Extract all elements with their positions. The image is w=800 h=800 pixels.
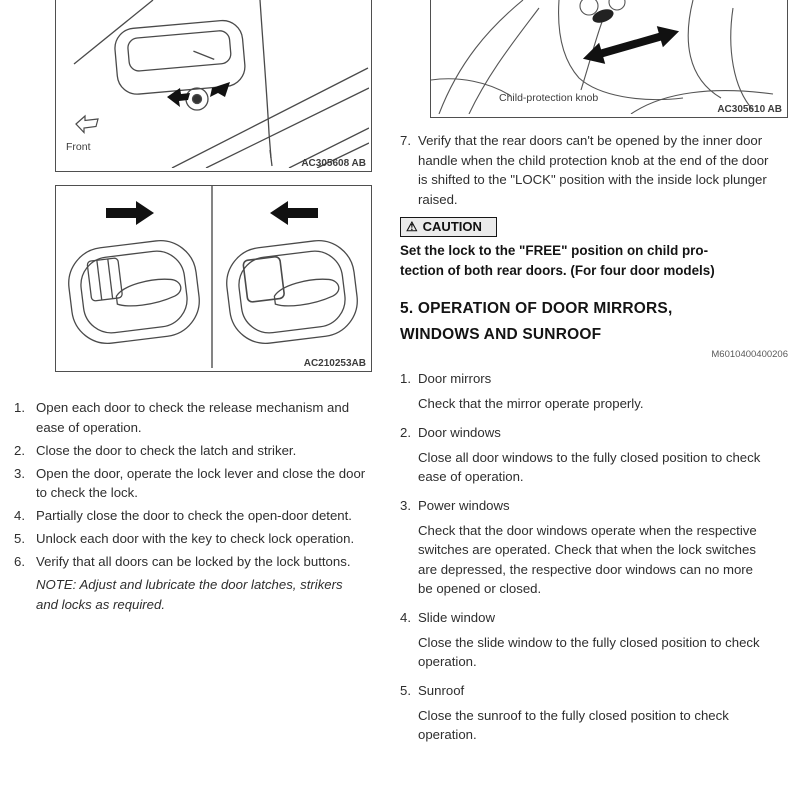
list-item-text: Partially close the door to check the open-door detent. — [36, 508, 352, 523]
list-item-text: Verify that the rear doors can't be opened by the inner door handle when the child protection knob at the end of the door is shifted to the "LOCK" position with the inside lock plunger raised. — [418, 133, 769, 207]
figure-front-label: Front — [66, 141, 91, 153]
list-item-number: 5. — [14, 531, 25, 546]
list-item — [400, 423, 790, 487]
list-item-number: 1. — [400, 371, 411, 386]
list-item-number: 5. — [400, 682, 411, 698]
warning-icon: ⚠ — [406, 218, 418, 234]
handle-lock-position-left — [65, 201, 204, 347]
caution-text-line: Set the lock to the "FREE" position on child pro- — [400, 243, 709, 258]
caution-box — [400, 217, 497, 237]
list-item-description: Close all door windows to the fully closed position to check ease of operation. — [418, 449, 761, 484]
list-item-number: 2. — [400, 424, 411, 440]
child-protection-knob-drawing — [431, 0, 785, 114]
figure-code: AC305610 AB — [717, 104, 782, 115]
list-item-number: 4. — [400, 609, 411, 625]
list-item-label: Door windows — [418, 424, 501, 440]
list-item — [14, 506, 392, 526]
knob-detail — [609, 0, 625, 10]
arrow-icon — [106, 201, 154, 225]
list-item-number: 1. — [14, 400, 25, 415]
list-item-number: 7. — [400, 133, 411, 148]
list-item-text: Verify that all doors can be locked by the lock buttons. — [36, 554, 351, 569]
list-item — [14, 441, 392, 461]
list-item-label: Sunroof — [418, 682, 465, 698]
list-item-number: 2. — [14, 442, 25, 458]
section-heading — [400, 296, 790, 348]
section-heading-line: 5. OPERATION OF DOOR MIRRORS, — [400, 300, 673, 317]
figure-door-outside-handle — [55, 0, 372, 172]
list-item-text: Close the door to check the latch and striker. — [36, 442, 297, 458]
door-gap-line — [260, 0, 271, 158]
figure-child-protection-knob — [430, 0, 788, 118]
list-item-label: Slide window — [418, 609, 495, 625]
list-item-text: Open each door to check the release mechanism and ease of operation. — [36, 400, 350, 435]
list-item — [14, 464, 392, 503]
list-item-description: Check that the door windows operate when the respective switches are operated. Check that when the lock switches are depressed, the respective door windows can no more be opened or closed. — [418, 522, 757, 596]
operation-list — [400, 369, 790, 745]
list-item-text: Open the door, operate the lock lever and close the door to check the lock. — [36, 465, 366, 500]
list-item — [400, 496, 790, 599]
list-item — [400, 681, 790, 745]
caution-label: CAUTION — [422, 219, 482, 234]
slide-direction-arrow-icon — [580, 21, 682, 70]
list-item-label: Power windows — [418, 497, 510, 513]
list-item-number: 3. — [14, 465, 25, 481]
list-item-label: Door mirrors — [418, 371, 492, 386]
list-item — [14, 529, 392, 549]
body-crease-line — [74, 0, 153, 64]
note-text: NOTE: Adjust and lubricate the door latches, strikers and locks as required. — [36, 577, 343, 612]
handle-lever — [115, 277, 182, 308]
list-item-number: 3. — [400, 497, 411, 513]
list-item-7 — [400, 131, 790, 209]
front-direction-arrow-icon — [76, 116, 98, 133]
figure-label: Child-protection knob — [499, 92, 599, 104]
left-column — [14, 0, 392, 614]
door-outside-handle-drawing — [56, 0, 369, 168]
figure-code: AC210253AB — [303, 358, 366, 369]
inner-door-handles-drawing — [56, 186, 368, 368]
list-item-description: Close the slide window to the fully closed position to check operation. — [418, 634, 760, 669]
list-item-description: Close the sunroof to the fully closed position to check operation. — [418, 707, 729, 742]
door-check-list — [14, 398, 392, 614]
knob — [591, 7, 616, 26]
caution-text — [400, 241, 790, 280]
list-item-text: Unlock each door with the key to check lock operation. — [36, 531, 355, 546]
arrow-icon — [270, 201, 318, 225]
handle-lock-position-right — [223, 201, 362, 347]
knob-detail — [580, 0, 598, 15]
list-item-number: 6. — [14, 554, 25, 569]
list-item — [400, 369, 790, 414]
list-item-number: 4. — [14, 508, 25, 523]
arrow-icon — [210, 82, 230, 97]
list-item — [400, 608, 790, 672]
list-item-description: Check that the mirror operate properly. — [418, 396, 644, 411]
door-line — [688, 0, 721, 98]
caution-text-line: tection of both rear doors. (For four door models) — [400, 262, 715, 278]
list-item — [14, 552, 392, 572]
list-item — [14, 398, 392, 437]
figure-code: AC305608 AB — [301, 158, 366, 169]
right-column — [400, 0, 790, 745]
section-code: M6010400400206 — [711, 349, 788, 360]
body-crease-line — [206, 88, 369, 168]
figure-inner-door-handles — [55, 185, 372, 372]
section-heading-line: WINDOWS AND SUNROOF — [400, 326, 602, 343]
